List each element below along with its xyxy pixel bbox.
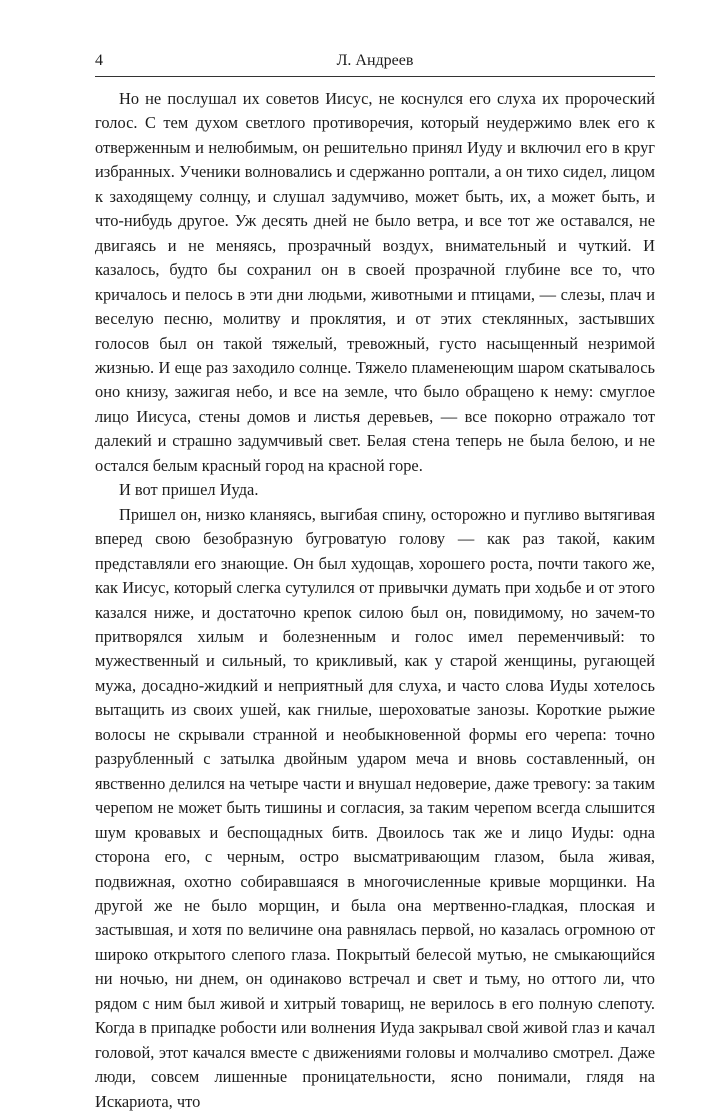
- page-number: 4: [95, 52, 103, 69]
- paragraph: Пришел он, низко кланяясь, выгибая спину, осторожно и пугливо вытягивая вперед свою безобразную бугроватую голову — как раз такой, каким представляли его знающие. Он был худощав, хорошего роста, почти такого же, как Иисус, который слегка сутулился от привычки думать при ходьбе и от этого казался ниже, и достаточно крепок силою был он, повидимому, но зачем-то притворялся хилым и болезненным и голос имел переменчивый: то мужественный и сильный, то крикливый, как у старой женщины, ругающей мужа, досадно-жидкий и неприятный для слуха, и часто слова Иуды хотелось вытащить из своих ушей, как гнилые, шероховатые занозы. Короткие рыжие волосы не скрывали странной и необыкновенной формы его черепа: точно разрубленный с затылка двойным ударом меча и вновь составленный, он явственно делился на четыре части и внушал недоверие, даже тревогу: за таким черепом не может быть тишины и согласия, за таким черепом всегда слышится шум кровавых и беспощадных битв. Двоилось так же и лицо Иуды: одна сторона его, с черным, остро высматривающим глазом, была живая, подвижная, охотно собиравшаяся в многочисленные кривые морщинки. На другой же не было морщин, и была она мертвенно-гладкая, плоская и застывшая, и хотя по величине она равнялась первой, но казалась огромною от широко открытого слепого глаза. Покрытый белесой мутью, не смыкающийся ни ночью, ни днем, он одинаково встречал и свет и тьму, но оттого ли, что рядом с ним был живой и хитрый товарищ, не верилось в его полную слепоту. Когда в припадке робости или волнения Иуда закрывал свой живой глаз и качал головой, этот качался вместе с движениями головы и молчаливо смотрел. Даже люди, совсем лишенные проницательности, ясно понимали, глядя на Искариота, что: [95, 504, 655, 1111]
- header-rule: [95, 76, 655, 77]
- paragraph: И вот пришел Иуда.: [119, 480, 259, 500]
- running-head-author: Л. Андреев: [336, 52, 414, 69]
- page-header: [95, 50, 655, 76]
- book-page: [95, 50, 655, 1114]
- paragraph: Но не послушал их советов Иисус, не коснулся его слуха их пророческий голос. С тем духом светлого противоречия, который неудержимо влек его к отверженным и нелюбимым, он решительно принял Иуду и включил его в круг избранных. Ученики волновались и сдержанно роптали, а он тихо сидел, лицом к заходящему солнцу, и слушал задумчиво, может быть, их, а может быть, и что-нибудь другое. Уж десять дней не было ветра, и все тот же оставался, не двигаясь и не меняясь, прозрачный воздух, внимательный и чуткий. И казалось, будто бы сохранил он в своей прозрачной глубине все то, что кричалось и пелось в эти дни людьми, животными и птицами, — слезы, плач и веселую песню, молитву и проклятия, и от этих стеклянных, застывших голосов был он такой тяжелый, тревожный, густо насыщенный незримой жизнью. И еще раз заходило солнце. Тяжело пламенеющим шаром скатывалось оно книзу, зажигая небо, и все на земле, что было обращено к нему: смуглое лицо Иисуса, стены домов и листья деревьев, — все покорно отражало тот далекий и страшно задумчивый свет. Белая стена теперь не была белою, и не остался белым красный город на красной горе.: [95, 89, 655, 475]
- body-text: [95, 87, 655, 1114]
